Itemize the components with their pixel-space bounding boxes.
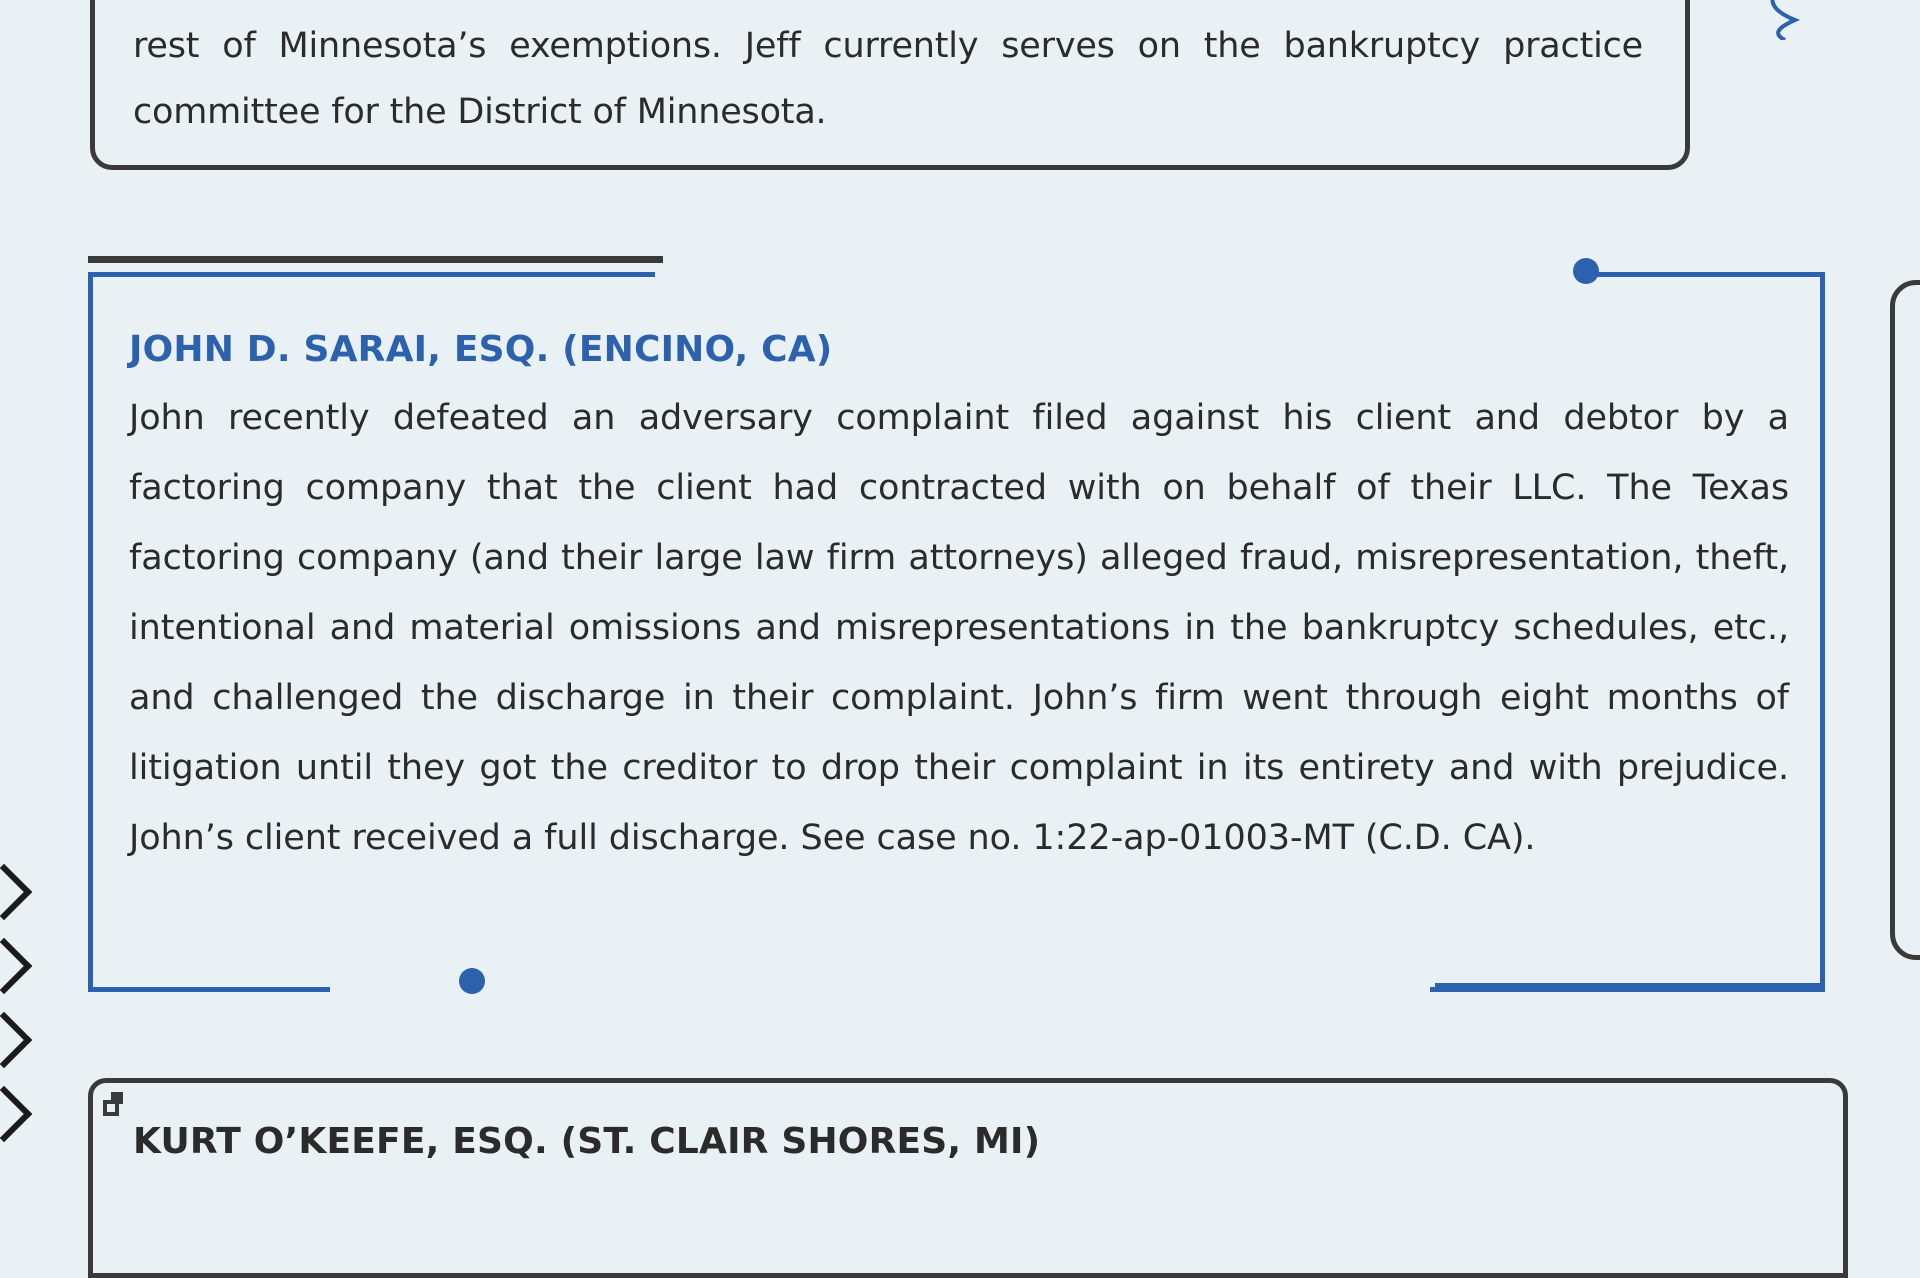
- chevron-group: [0, 872, 30, 1168]
- chevron-right-icon: [0, 1012, 32, 1069]
- john-sarai-feature-card: [88, 272, 1825, 992]
- card-border-notch-bottom: [330, 984, 1430, 1002]
- feature-card-content: [129, 327, 1789, 873]
- corner-marker-solid: [111, 1092, 123, 1104]
- top-profile-card: [90, 0, 1690, 170]
- squiggle-border-icon: [1755, 0, 1815, 40]
- accent-rule-bottom-right: [1435, 983, 1825, 990]
- chevron-right-icon: [0, 938, 32, 995]
- top-card-text-block: [133, 13, 1643, 145]
- accent-rule-top-left: [88, 256, 663, 263]
- accent-dot-top-right: [1573, 258, 1599, 284]
- right-side-card-edge: [1890, 280, 1920, 960]
- card-border-notch-top: [655, 262, 1585, 280]
- top-card-paragraph: rest of Minnesota’s exemptions. Jeff currently serves on the bankruptcy practice committee for the District of Minnesota.: [133, 26, 1643, 132]
- chevron-right-icon: [0, 1086, 32, 1143]
- feature-card-title: JOHN D. SARAI, ESQ. (ENCINO, CA): [129, 329, 833, 370]
- chevron-right-icon: [0, 864, 32, 921]
- kurt-okeefe-card: [88, 1078, 1848, 1278]
- bottom-card-title: KURT O’KEEFE, ESQ. (ST. CLAIR SHORES, MI): [133, 1121, 1041, 1162]
- accent-dot-bottom-left: [459, 968, 485, 994]
- feature-card-body: John recently defeated an adversary complaint filed against his client and debtor by a factoring company that the client had contracted with on behalf of their LLC. The Texas factoring company (and their large law firm attorneys) alleged fraud, misrepresentation, theft, intentional and material omissions and misrepresentations in the bankruptcy schedules, etc., and challenged the discharge in their complaint. John’s firm went through eight months of litigation until they got the creditor to drop their complaint in its entirety and with prejudice. John’s client received a full discharge. See case no. 1:22-ap-01003-MT (C.D. CA).: [129, 398, 1789, 858]
- squiggle-side-card: [1755, 0, 1920, 170]
